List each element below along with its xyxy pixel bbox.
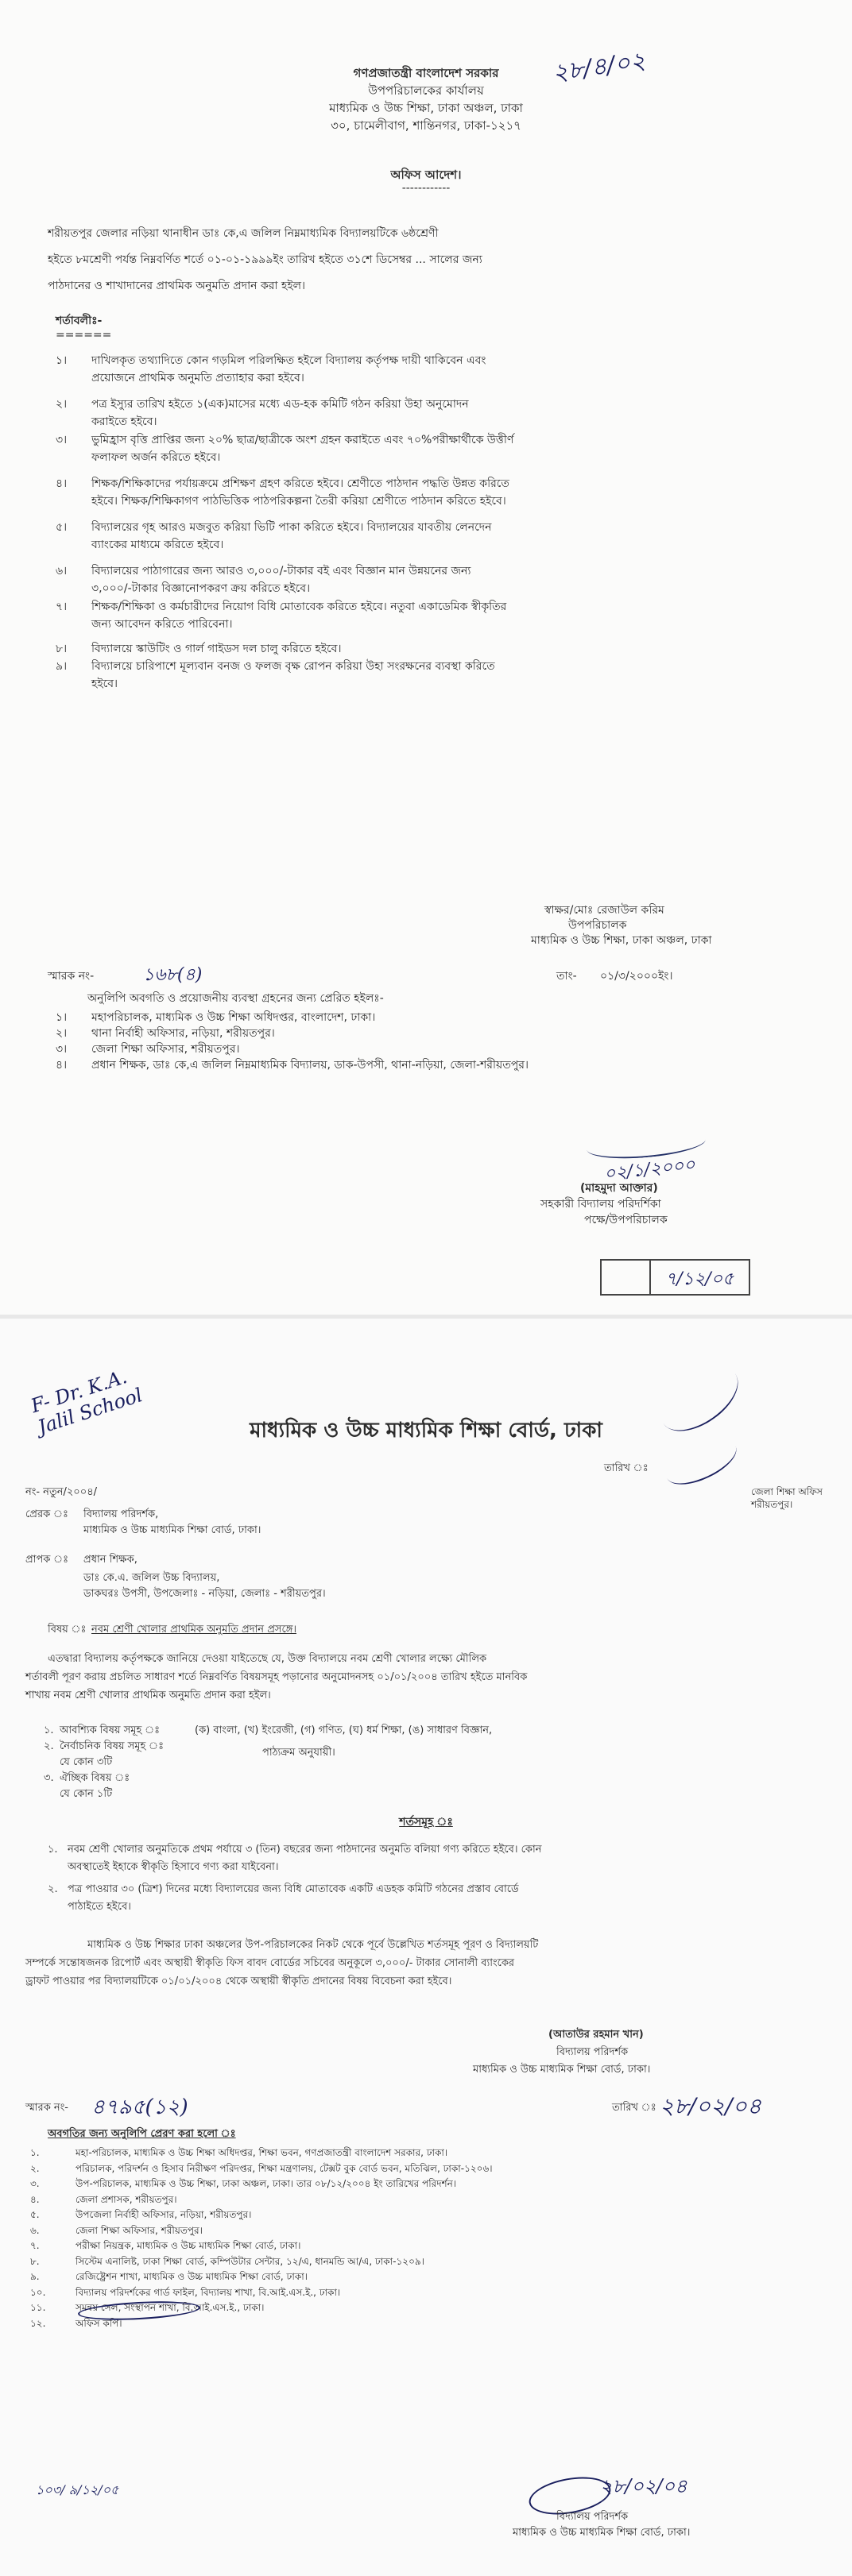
copy-item: থানা নির্বাহী অফিসার, নড়িয়া, শরীয়তপুর। xyxy=(91,1027,275,1040)
copy-item: জেলা শিক্ষা অফিসার, শরীয়তপুর। xyxy=(91,1043,240,1056)
condition-line: হইবে। শিক্ষক/শিক্ষিকাগণ পাঠভিত্তিক পাঠপরিকল্পনা তৈরী করিয়া শ্রেণীতে পাঠদান করিতে হইবে। xyxy=(91,495,506,508)
board-copy-number: ৬. xyxy=(30,2224,40,2236)
closing-line-2: সম্পর্কে সন্তোষজনক রিপোর্ট এবং অস্থায়ী স্বীকৃতি ফিস বাবদ বোর্ডের সচিবের অনুকূলে ৩,০০০/- টাকার সোনালী ব্যাংকের xyxy=(25,1957,515,1969)
condition-number: ৭। xyxy=(56,601,68,613)
board-copy-item: পরীক্ষা নিয়ন্ত্রক, মাধ্যমিক ও উচ্চ মাধ্যমিক শিক্ষা বোর্ড, ঢাকা। xyxy=(76,2240,301,2251)
condition-line: ফলাফল অর্জন করিতে হইবে। xyxy=(91,451,221,464)
to-line-3: ডাকঘরঃ উপসী, উপজেলাঃ - নড়িয়া, জেলাঃ - শরীয়তপুর। xyxy=(83,1588,326,1600)
copy-item: মহাপরিচালক, মাধ্যমিক ও উচ্চ শিক্ষা অধিদপ্তর, বাংলাদেশ, ঢাকা। xyxy=(91,1011,376,1024)
subject-label: নৈর্বাচনিক বিষয় সমূহ ঃ xyxy=(60,1740,164,1752)
footer-handwritten-date: ২৮/০২/০৪ xyxy=(600,2475,687,2497)
board-copy-number: ৭. xyxy=(30,2240,40,2251)
subject-label: আবশ্যিক বিষয় সমূহ ঃ xyxy=(60,1724,161,1736)
condition-line: ৩,০০০/-টাকার বিজ্ঞানোপকরণ ক্রয় করিতে হইবে। xyxy=(91,582,311,595)
footer-designation: বিদ্যালয় পরিদর্শক xyxy=(556,2511,629,2523)
header-line-1: গণপ্রজাতন্ত্রী বাংলাদেশ সরকার xyxy=(353,66,499,80)
board-copy-heading: অবগতির জন্য অনুলিপি প্রেরণ করা হলো ঃ xyxy=(48,2128,236,2140)
board-title: মাধ্যমিক ও উচ্চ মাধ্যমিক শিক্ষা বোর্ড, ঢাকা xyxy=(250,1419,602,1442)
board-copy-item: বিদ্যালয় পরিদর্শকের গার্ড ফাইল, বিদ্যালয় শাখা, বি.আই.এস.ই., ঢাকা। xyxy=(76,2286,341,2298)
board-condition-line: পত্র পাওয়ার ৩০ (ত্রিশ) দিনের মধ্যে বিদ্যালয়ের জন্য বিধি মোতাবেক একটি এডহক কমিটি গঠনের প্রস্তাব বোর্ডে xyxy=(68,1883,519,1895)
conditions-rule: ====== xyxy=(56,329,112,342)
order-title: অফিস আদেশ। xyxy=(390,168,462,182)
board-condition-line: অবস্থাতেই ইহাকে স্বীকৃতি হিসাবে গণ্য করা যাইবেনা। xyxy=(68,1861,279,1873)
signatory-designation: উপপরিচালক xyxy=(568,919,627,932)
board-copy-number: ১. xyxy=(30,2147,40,2158)
board-condition-number: ১. xyxy=(48,1844,58,1856)
board-date-label: তারিখ ঃ xyxy=(604,1462,649,1474)
subject-text: নবম শ্রেণী খোলার প্রাথমিক অনুমতি প্রদান প্রসঙ্গে। xyxy=(91,1624,296,1636)
board-copy-number: ৩. xyxy=(30,2178,40,2189)
header-line-3: মাধ্যমিক ও উচ্চ শিক্ষা, ঢাকা অঞ্চল, ঢাকা xyxy=(329,101,523,115)
condition-number: ৪। xyxy=(56,477,68,490)
handwritten-sign-date: ০২/১/২০০০ xyxy=(602,1155,696,1184)
board-copy-item: সমন্বয় সেল, সংস্থাপন শাখা, বি.আই.এস.ই., ঢাকা। xyxy=(76,2302,265,2313)
board-copy-item: সিস্টেম এনালিষ্ট, ঢাকা শিক্ষা বোর্ড, কম্পিউটার সেন্টার, ১২/এ, ধানমন্ডি আ/এ, ঢাকা-১২০৯। xyxy=(76,2255,424,2267)
condition-line: বিদ্যালয়ে চারিপাশে মূল্যবান বনজ ও ফলজ বৃক্ষ রোপন করিয়া উহা সংরক্ষনের ব্যবস্থা করিতে xyxy=(91,660,495,673)
subject-text: (ক) বাংলা, (খ) ইংরেজী, (গ) গণিত, (ঘ) ধর্ম শিক্ষা, (ঙ) সাধারণ বিজ্ঞান, xyxy=(195,1724,493,1736)
conditions-heading: শর্তাবলীঃ- xyxy=(56,315,103,327)
asst-office: পক্ষে/উপপরিচালক xyxy=(584,1214,668,1226)
to-line-2: ডাঃ কে.এ. জলিল উচ্চ বিদ্যালয়, xyxy=(83,1572,220,1584)
condition-number: ৮। xyxy=(56,643,68,655)
subject-text: পাঠ্যক্রম অনুযায়ী। xyxy=(262,1747,335,1759)
board-copy-number: ৪. xyxy=(30,2193,40,2205)
board-signatory-office: মাধ্যমিক ও উচ্চ মাধ্যমিক শিক্ষা বোর্ড, ঢাকা। xyxy=(473,2064,651,2076)
memo-number: ১৬৮(৪) xyxy=(143,965,203,985)
subject-label: বিষয় ঃ xyxy=(48,1624,87,1636)
header-line-4: ৩০, চামেলীবাগ, শান্তিনগর, ঢাকা-১২১৭ xyxy=(331,118,521,133)
board-copy-number: ২. xyxy=(30,2162,40,2174)
board-signatory-designation: বিদ্যালয় পরিদর্শক xyxy=(556,2046,629,2058)
subject-number: ২. xyxy=(44,1740,54,1752)
subject-number: ১. xyxy=(44,1724,54,1736)
receipt-stamp xyxy=(600,1259,750,1296)
to-line-1: প্রধান শিক্ষক, xyxy=(83,1554,137,1566)
condition-line: হইবে। xyxy=(91,678,118,690)
paragraph-line-3: শাখায় নবম শ্রেণী খোলার প্রাথমিক অনুমতি প্রদান করা হইল। xyxy=(25,1690,271,1701)
condition-line: করাইতে হইবে। xyxy=(91,415,157,428)
board-copy-item: উপজেলা নির্বাহী অফিসার, নড়িয়া, শরীয়তপুর। xyxy=(76,2209,252,2220)
subject-number: ৩. xyxy=(44,1772,54,1784)
to-label: প্রাপক ঃ xyxy=(25,1554,69,1566)
board-copy-number: ৯. xyxy=(30,2271,40,2282)
condition-line: প্রয়োজনে প্রাথমিক অনুমতি প্রত্যাহার করা হইবে। xyxy=(91,372,304,384)
copy-intro: অনুলিপি অবগতি ও প্রয়োজনীয় ব্যবস্থা গ্রহনের জন্য প্রেরিত হইলঃ- xyxy=(87,992,384,1005)
board-memo-number: ৪৭৯৫(১২) xyxy=(91,2095,188,2119)
body-line-2: হইতে ৮মশ্রেণী পর্যন্ত নিম্নবর্ণিত শর্তে ০১-০১-১৯৯৯ইং তারিখ হইতে ৩১শে ডিসেম্বর ... সালের জন্য xyxy=(48,253,482,266)
condition-line: ভুমিহ্রাস বৃত্তি প্রাপ্তির জন্য ২০% ছাত্র/ছাত্রীকে অংশ গ্রহন করাইতে এবং ৭০%পরীক্ষার্থীকে উত্তীর্ণ xyxy=(91,434,514,446)
board-copy-item: অফিস কপি। xyxy=(76,2317,122,2329)
body-line-3: পাঠদানের ও শাখাদানের প্রাথমিক অনুমতি প্রদান করা হইল। xyxy=(48,280,306,292)
asst-designation: সহকারী বিদ্যালয় পরিদর্শিকা xyxy=(540,1198,661,1211)
copy-number: ৩। xyxy=(56,1043,68,1056)
from-line-1: বিদ্যালয় পরিদর্শক, xyxy=(83,1508,159,1520)
condition-line: বিদ্যালয়ের পাঠাগারের জন্য আরও ৩,০০০/-টাকার বই এবং বিজ্ঞান মান উন্নয়নের জন্য xyxy=(91,565,471,577)
memo-label: স্মারক নং- xyxy=(48,970,95,983)
handwritten-reference: ২৮/৪/০২ xyxy=(550,46,648,88)
memo-date-label: তাং- xyxy=(556,970,577,983)
condition-number: ২। xyxy=(56,398,68,411)
handwritten-note: F- Dr. K.A. Jalil School xyxy=(28,1365,145,1439)
signatory-office: মাধ্যমিক ও উচ্চ শিক্ষা, ঢাকা অঞ্চল, ঢাকা xyxy=(531,934,712,947)
closing-line-1: মাধ্যমিক ও উচ্চ শিক্ষার ঢাকা অঞ্চলের উপ-পরিচালকের নিকট থেকে পূর্বে উল্লেখিত শর্তসমূহ পূরণ ও বিদ্যালয়টি xyxy=(87,1939,539,1951)
condition-line: জন্য আবেদন করিতে পারিবেনা। xyxy=(91,618,233,631)
board-copy-item: উপ-পরিচালক, মাধ্যমিক ও উচ্চ শিক্ষা, ঢাকা অঞ্চল, ঢাকা। তার ০৮/১২/২০০৪ ইং তারিখের পরিদর্শন। xyxy=(76,2178,457,2189)
footer-office: মাধ্যমিক ও উচ্চ মাধ্যমিক শিক্ষা বোর্ড, ঢাকা। xyxy=(513,2527,691,2539)
condition-line: ব্যাংকের মাধ্যমে করিতে হইবে। xyxy=(91,539,224,551)
receipt-note: ১০৩/ ৯/১২/০৫ xyxy=(36,2482,119,2497)
order-title-rule: ------------ xyxy=(401,182,451,195)
condition-line: শিক্ষক/শিক্ষিকাদের পর্যায়ক্রমে প্রশিক্ষণ গ্রহণ করিতে হইবে। শ্রেণীতে পাঠদান পদ্ধতি উন্নত করিতে xyxy=(91,477,509,490)
copy-number: ৪। xyxy=(56,1059,68,1072)
side-stamp: জেলা শিক্ষা অফিস শরীয়তপুর। xyxy=(751,1486,823,1510)
condition-line: বিদ্যালয়ে স্কাউটিং ও গার্ল গাইডস দল চালু করিতে হইবে। xyxy=(91,643,342,655)
asst-name: (মাহমুদা আক্তার) xyxy=(580,1182,658,1195)
board-memo-date: ২৮/০২/০৪ xyxy=(660,2093,762,2119)
board-condition-line: নবম শ্রেণী খোলার অনুমতিকে প্রথম পর্যায়ে ৩ (তিন) বছরের জন্য পাঠদানের অনুমতি বলিয়া গণ্য করিতে হইবে। কোন xyxy=(68,1844,542,1856)
subject-label: যে কোন ১টি xyxy=(60,1788,113,1800)
condition-line: শিক্ষক/শিক্ষিকা ও কর্মচারীদের নিয়োগ বিধি মোতাবেক করিতে হইবে। নতুবা একাডেমিক স্বীকৃতির xyxy=(91,601,507,613)
closing-line-3: ড্রাফট পাওয়ার পর বিদ্যালয়টিকে ০১/০১/২০০৪ থেকে অস্থায়ী স্বীকৃতি প্রদানের বিষয় বিবেচনা করা হইবে। xyxy=(25,1975,452,1987)
from-label: প্রেরক ঃ xyxy=(25,1508,68,1520)
condition-number: ৩। xyxy=(56,434,68,446)
board-copy-number: ১১. xyxy=(30,2302,46,2313)
copy-item: প্রধান শিক্ষক, ডাঃ কে,এ জলিল নিম্নমাধ্যমিক বিদ্যালয়, ডাক-উপসী, থানা-নড়িয়া, জেলা-শরীয়তপুর। xyxy=(91,1059,529,1072)
condition-line: বিদ্যালয়ের গৃহ আরও মজবুত করিয়া ভিটি পাকা করিতে হইবে। বিদ্যালয়ের যাবতীয় লেনদেন xyxy=(91,521,492,534)
body-line-1: শরীয়তপুর জেলার নড়িয়া থানাধীন ডাঃ কে,এ জলিল নিম্নমাধ্যমিক বিদ্যালয়টিকে ৬ষ্ঠশ্রেণী xyxy=(48,227,439,240)
board-memo-label: স্মারক নং- xyxy=(25,2102,68,2114)
board-copy-number: ১২. xyxy=(30,2317,46,2329)
board-copy-item: জেলা শিক্ষা অফিসার, শরীয়তপুর। xyxy=(76,2224,203,2236)
condition-number: ৬। xyxy=(56,565,68,577)
board-letter-page xyxy=(0,1319,852,2576)
board-condition-line: পাঠাইতে হইবে। xyxy=(68,1901,131,1913)
board-signatory-name: (আতাউর রহমান খান) xyxy=(548,2029,644,2041)
paragraph-line-1: এতদ্বারা বিদ্যালয় কর্তৃপক্ষকে জানিয়ে দেওয়া যাইতেছে যে, উক্ত বিদ্যালয়ে নবম শ্রেণী খোলার লক্ষ্যে মৌলিক xyxy=(48,1653,487,1665)
condition-number: ৫। xyxy=(56,521,68,534)
memo-date: ০১/৩/২০০০ইং। xyxy=(600,970,673,983)
header-line-2: উপপরিচালকের কার্যালয় xyxy=(368,83,484,98)
copy-number: ২। xyxy=(56,1027,68,1040)
board-ref: নং- নতুন/২০০৪/ xyxy=(25,1486,98,1498)
board-copy-item: পরিচালক, পরিদর্শন ও হিসাব নিরীক্ষণ পরিদপ্তর, শিক্ষা মন্ত্রণালয়, টেক্সট বুক বোর্ড ভবন, মতিঝিল, ঢাকা-১২০৬। xyxy=(76,2162,493,2174)
copy-number: ১। xyxy=(56,1011,68,1024)
board-copy-number: ৮. xyxy=(30,2255,40,2267)
board-memo-date-label: তারিখ ঃ xyxy=(612,2102,656,2114)
receipt-stamp-text: ৭/১২/০৫ xyxy=(665,1269,734,1289)
subject-label: যে কোন ৩টি xyxy=(60,1756,113,1768)
board-copy-number: ১০. xyxy=(30,2286,46,2298)
paragraph-line-2: শর্তাবলী পূরণ করায় প্রচলিত সাধারণ শর্তে নিম্নবর্ণিত বিষয়সমূহ পড়ানোর অনুমোদনসহ ০১/০১/২০০৪ তারিখ হইতে মানবিক xyxy=(25,1671,528,1683)
board-copy-item: জেলা প্রশাসক, শরীয়তপুর। xyxy=(76,2193,177,2205)
board-condition-number: ২. xyxy=(48,1883,58,1895)
condition-number: ৯। xyxy=(56,660,68,673)
signatory-name: স্বাক্ষর/মোঃ রেজাউল করিম xyxy=(544,904,664,917)
board-copy-number: ৫. xyxy=(30,2209,40,2220)
condition-number: ১। xyxy=(56,354,68,367)
board-copy-item: রেজিষ্ট্রেশন শাখা, মাধ্যমিক ও উচ্চ মাধ্যমিক শিক্ষা বোর্ড, ঢাকা। xyxy=(76,2271,308,2282)
board-copy-item: মহা-পরিচালক, মাধ্যমিক ও উচ্চ শিক্ষা অধিদপ্তর, শিক্ষা ভবন, গণপ্রজাতন্ত্রী বাংলাদেশ সরকার, ঢাকা। xyxy=(76,2147,448,2158)
board-conditions-heading: শর্তসমূহ ঃ xyxy=(399,1816,453,1829)
condition-line: দাখিলকৃত তথ্যাদিতে কোন গড়মিল পরিলক্ষিত হইলে বিদ্যালয় কর্তৃপক্ষ দায়ী থাকিবেন এবং xyxy=(91,354,486,367)
condition-line: পত্র ইস্যুর তারিখ হইতে ১(এক)মাসের মধ্যে এড-হক কমিটি গঠন করিয়া উহা অনুমোদন xyxy=(91,398,469,411)
from-line-2: মাধ্যমিক ও উচ্চ মাধ্যমিক শিক্ষা বোর্ড, ঢাকা। xyxy=(83,1524,261,1536)
subject-label: ঐচ্ছিক বিষয় ঃ xyxy=(60,1772,130,1784)
